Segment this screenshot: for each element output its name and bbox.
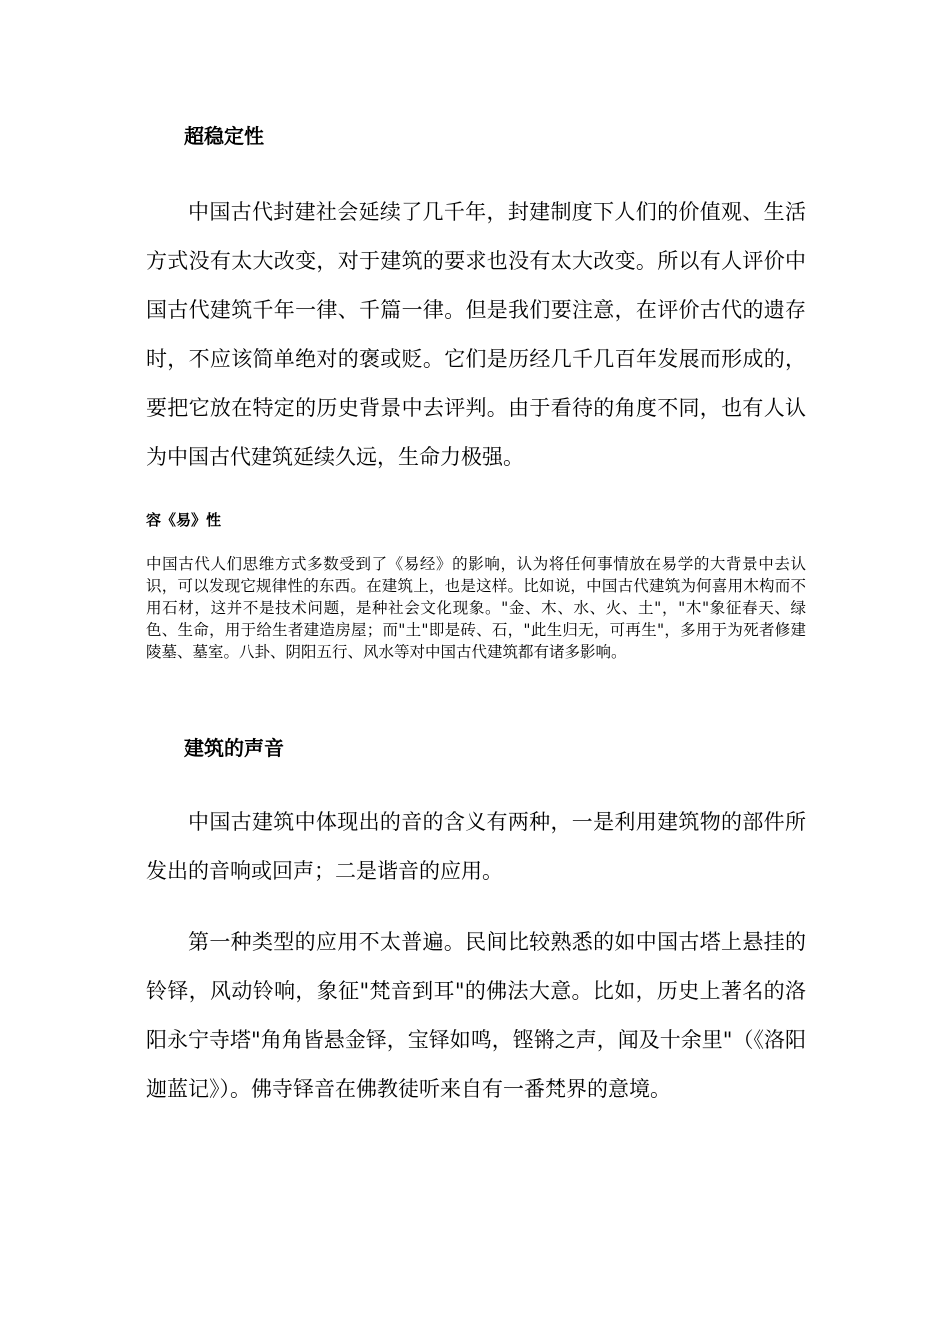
paragraph-yijing: 中国古代人们思维方式多数受到了《易经》的影响，认为将任何事情放在易学的大背景中去认识，可以发现它规律性的东西。在建筑上，也是这样。比如说，中国古代建筑为何喜用木构而不用石材，这并不是技术问题，是种社会文化现象。"金、木、水、火、土"，"木"象征春天、绿色、生命，用于给生者建造房屋；而"土"即是砖、石，"此生归无，可再生"，多用于为死者修建陵墓、墓室。八卦、阴阳五行、风水等对中国古代建筑都有诸多影响。	[146, 555, 806, 661]
section-heading-architecture-sound: 建筑的声音	[184, 736, 284, 760]
section-heading-yijing: 容《易》性	[146, 511, 222, 529]
paragraph-super-stability: 中国古代封建社会延续了几千年，封建制度下人们的价值观、生活方式没有太大改变，对于建筑的要求也没有太大改变。所以有人评价中国古代建筑千年一律、千篇一律。但是我们要注意，在评价古代的遗存时，不应该简单绝对的褒或贬。它们是历经几千几百年发展而形成的，要把它放在特定的历史背景中去评判。由于看待的角度不同，也有人认为中国古代建筑延续久远，生命力极强。	[146, 200, 806, 469]
section-heading-super-stability: 超稳定性	[184, 124, 264, 148]
paragraph-bell-sound: 第一种类型的应用不太普遍。民间比较熟悉的如中国古塔上悬挂的铃铎，风动铃响，象征"梵音到耳"的佛法大意。比如，历史上著名的洛阳永宁寺塔"角角皆悬金铎，宝铎如鸣，铿锵之声，闻及十余里"（《洛阳迦蓝记》）。佛寺铎音在佛教徒听来自有一番梵界的意境。	[146, 930, 806, 1101]
paragraph-sound-types: 中国古建筑中体现出的音的含义有两种，一是利用建筑物的部件所发出的音响或回声；二是谐音的应用。	[146, 810, 806, 883]
